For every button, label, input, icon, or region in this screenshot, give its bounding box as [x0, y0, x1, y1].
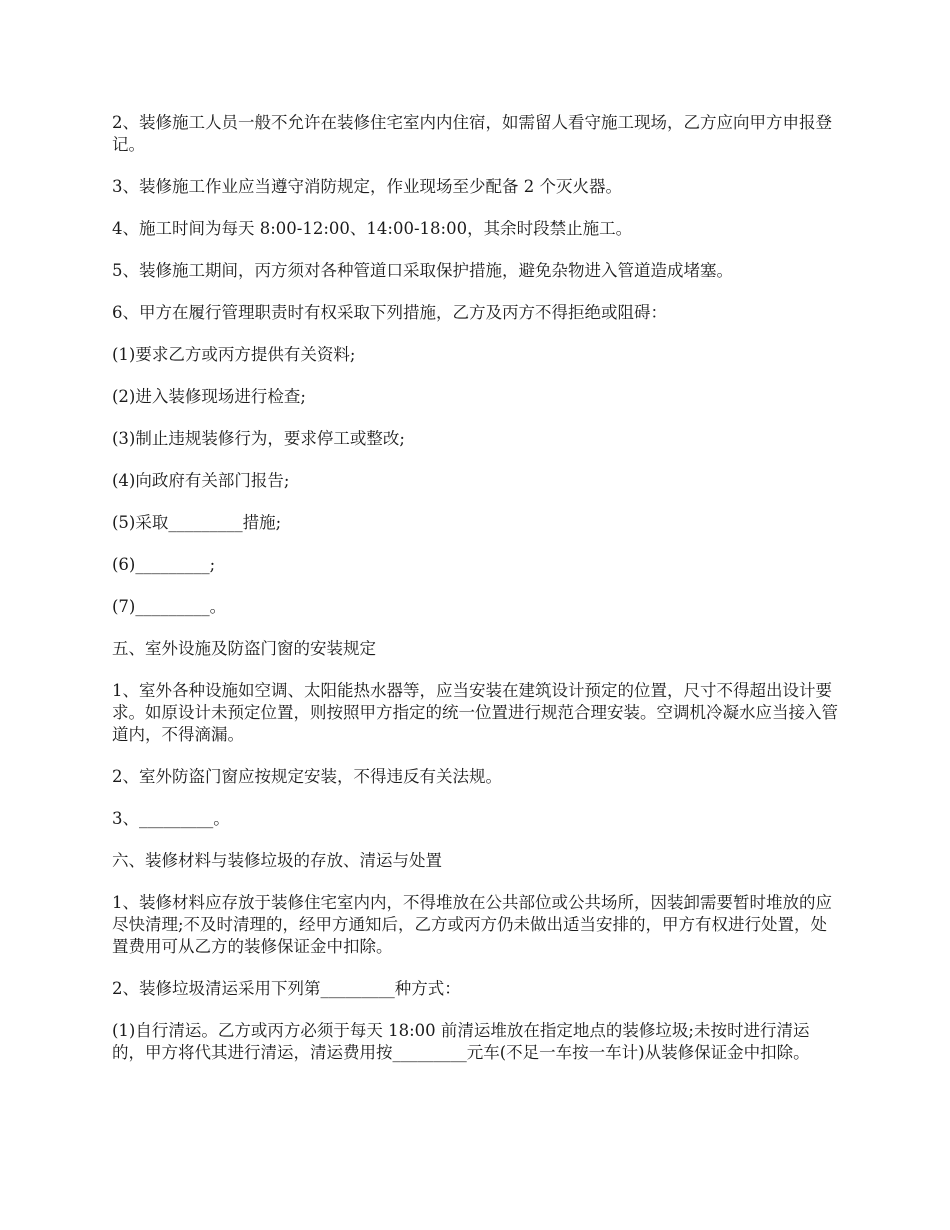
sub-item-2: (2)进入装修现场进行检查; [112, 387, 306, 406]
paragraph-item-5: 5、装修施工期间，丙方须对各种管道口采取保护措施，避免杂物进入管道造成堵塞。 [112, 261, 733, 280]
section6-item-1: 1、装修材料应存放于装修住宅室内内，不得堆放在公共部位或公共场所，因装卸需要暂时堆放的应尽快清理;不及时清理的，经甲方通知后，乙方或丙方仍未做出适当安排的，甲方有权进行处置，处置费用可从乙方的装修保证金中扣除。 [112, 893, 832, 956]
paragraph-item-3: 3、装修施工作业应当遵守消防规定，作业现场至少配备 2 个灭火器。 [112, 177, 622, 196]
section6-sub-item-1: (1)自行清运。乙方或丙方必须于每天 18:00 前清运堆放在指定地点的装修垃圾;未按时进行清运的，甲方将代其进行清运，清运费用按_________元车(不足一车按一车计)从装修保证金中扣除。 [112, 1021, 810, 1062]
section5-item-1: 1、室外各种设施如空调、太阳能热水器等，应当安装在建筑设计预定的位置，尺寸不得超出设计要求。如原设计未预定位置，则按照甲方指定的统一位置进行规范合理安装。空调机冷凝水应当接入管道内，不得滴漏。 [112, 681, 838, 744]
sub-item-6: (6)_________; [112, 555, 216, 574]
paragraph-item-2: 2、装修施工人员一般不允许在装修住宅室内内住宿，如需留人看守施工现场，乙方应向甲方申报登记。 [112, 113, 832, 154]
section-heading-6: 六、装修材料与装修垃圾的存放、清运与处置 [112, 851, 442, 870]
section6-item-2: 2、装修垃圾清运采用下列第_________种方式： [112, 979, 461, 998]
sub-item-7: (7)_________。 [112, 597, 227, 616]
section5-item-2: 2、室外防盗门窗应按规定安装，不得违反有关法规。 [112, 767, 502, 786]
sub-item-5: (5)采取_________措施; [112, 513, 282, 532]
sub-item-4: (4)向政府有关部门报告; [112, 471, 290, 490]
section-heading-5: 五、室外设施及防盗门窗的安装规定 [112, 639, 376, 658]
sub-item-1: (1)要求乙方或丙方提供有关资料; [112, 345, 356, 364]
sub-item-3: (3)制止违规装修行为，要求停工或整改; [112, 429, 405, 448]
document-page [112, 112, 840, 1084]
section5-item-3: 3、_________。 [112, 809, 230, 828]
paragraph-item-6: 6、甲方在履行管理职责时有权采取下列措施，乙方及丙方不得拒绝或阻碍： [112, 303, 667, 322]
paragraph-item-4: 4、施工时间为每天 8:00-12:00、14:00-18:00，其余时段禁止施工。 [112, 219, 633, 238]
